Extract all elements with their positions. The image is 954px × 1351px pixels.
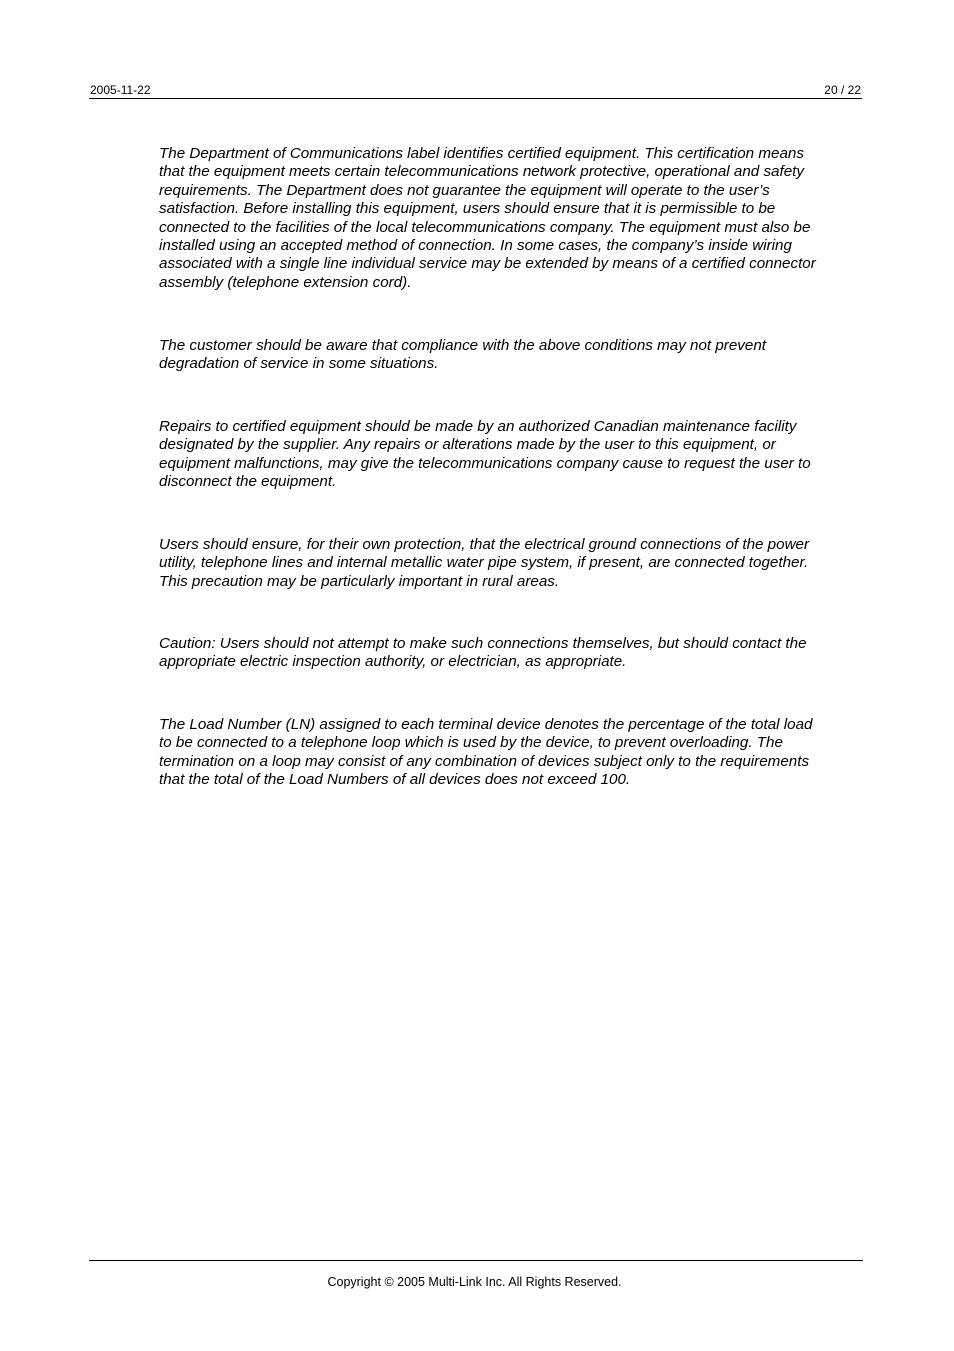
footer-divider [89, 1260, 863, 1261]
paragraph-repairs: Repairs to certified equipment should be made by an authorized Canadian maintenance facility designated by the supplier. Any repairs or alterations made by the user to this equipment, or equipment malfunctions, may give the telecommunications company cause to request the user to disconnect the equipment. [159, 418, 811, 491]
paragraph-caution: Caution: Users should not attempt to make such connections themselves, but should contact the appropriate electric inspection authority, or electrician, as appropriate. [159, 635, 807, 671]
page-header [89, 83, 862, 99]
header-date: 2005-11-22 [90, 83, 151, 97]
paragraph-grounding: Users should ensure, for their own protection, that the electrical ground connections of the power utility, telephone lines and internal metallic water pipe system, if present, are connected together. This precaution may be particularly important in rural areas. [159, 536, 810, 590]
footer-copyright: Copyright © 2005 Multi-Link Inc. All Rights Reserved. [327, 1275, 622, 1289]
paragraph-load-number: The Load Number (LN) assigned to each terminal device denotes the percentage of the total load to be connected to a telephone loop which is used by the device, to prevent overloading. The termination on a loop may consist of any combination of devices subject only to the requirements that the total of the Load Numbers of all devices does not exceed 100. [159, 716, 813, 789]
paragraph-compliance: The customer should be aware that compliance with the above conditions may not prevent degradation of service in some situations. [159, 337, 766, 373]
paragraph-certification: The Department of Communications label identifies certified equipment. This certification means that the equipment meets certain telecommunications network protective, operational and safety requirements. The Department does not guarantee the equipment will operate to the user’s satisfaction. Before installing this equipment, users should ensure that it is permissible to be connected to the facilities of the local telecommunications company. The equipment must also be installed using an accepted method of connection. In some cases, the company’s inside wiring associated with a single line individual service may be extended by means of a certified connector assembly (telephone extension cord). [159, 145, 816, 291]
header-page-number: 20 / 22 [824, 83, 861, 97]
